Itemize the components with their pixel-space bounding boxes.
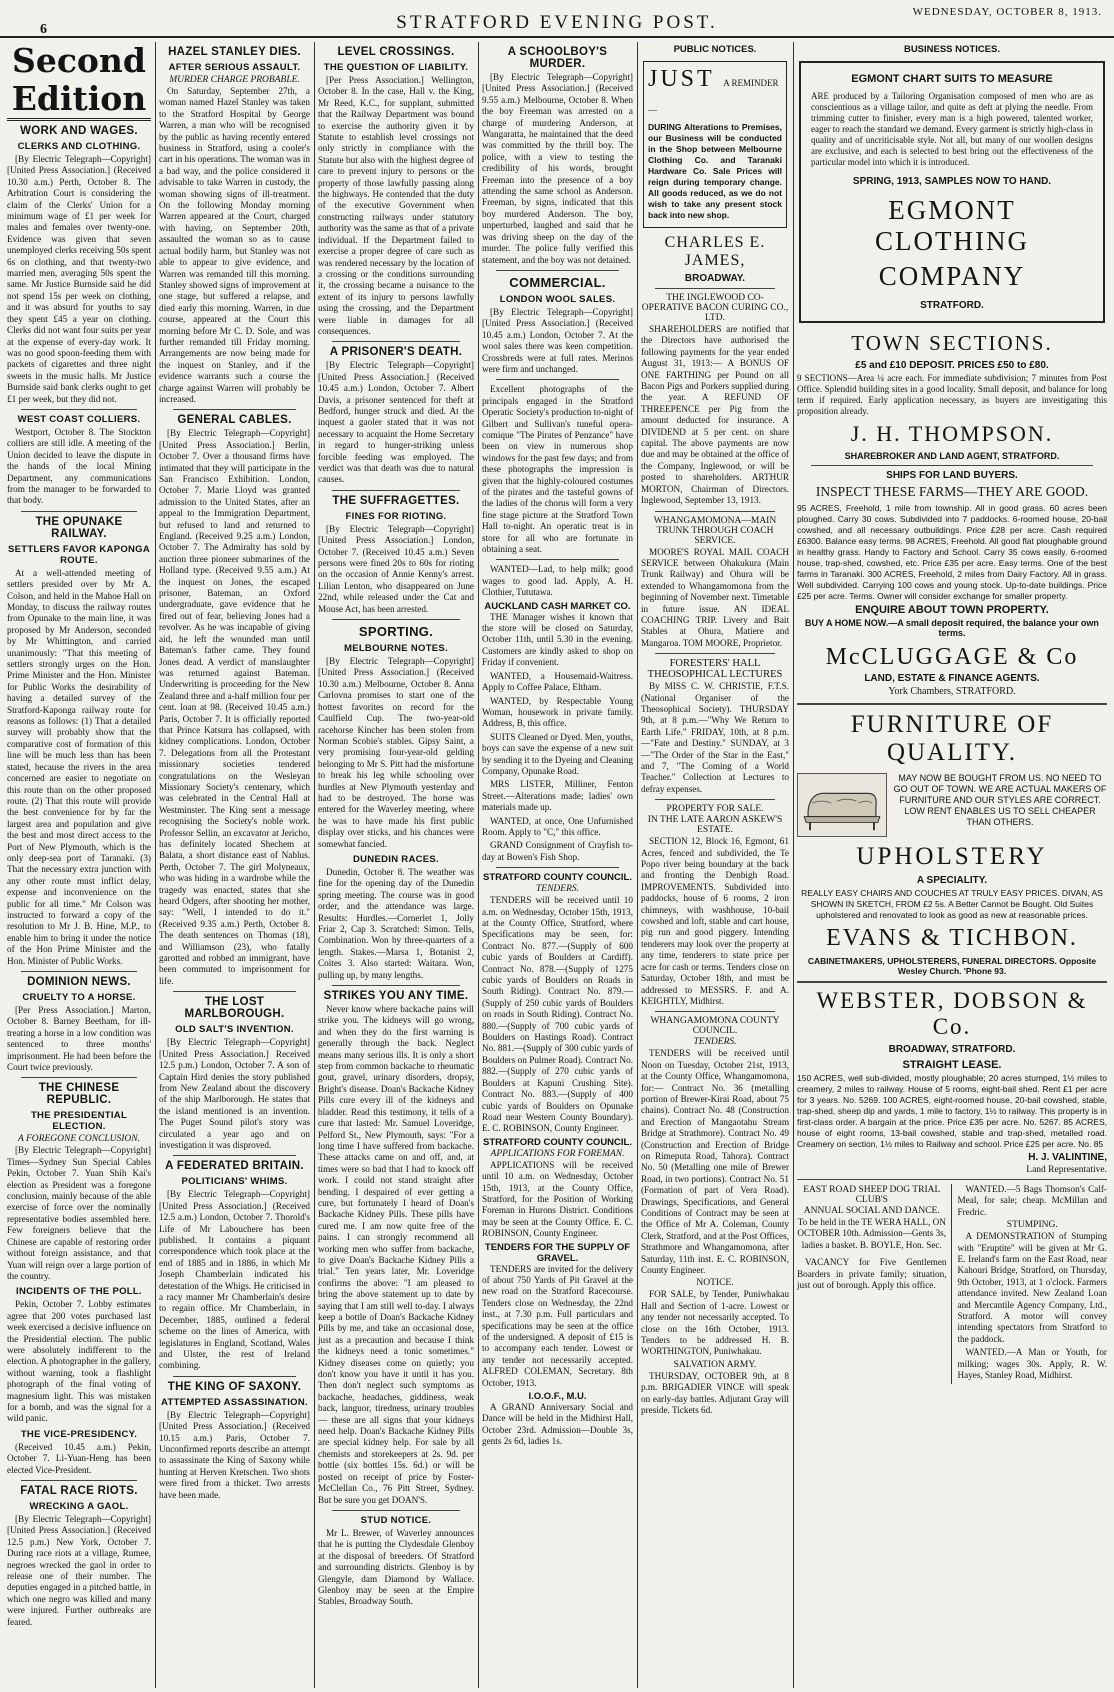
- advertisement-note: SPRING, 1913, SAMPLES NOW TO HAND.: [852, 176, 1052, 187]
- advertisement-headline: FURNITURE OF QUALITY.: [850, 711, 1054, 766]
- article-body: [By Electric Telegraph—Copyright] [United Press Association.] (Received 10.45 a.m.) London, October 7. At the wool sales there was keen competition. Crossbreds were at full rates. Merinos were firm and unchanged.: [482, 306, 633, 374]
- column-3: [315, 42, 477, 1688]
- article-body: [By Electric Telegraph—Copyright] [United Press Association.] (Received 12.5 a.m.) London, October 7. Thorold's Life of Mr Labouchere has been published. It contains a piquant correspondence which took place at the end of 1885 and in 1886, in which Mr Joseph Chamberlain indicated his detestation of the Whigs. He criticised in a racy manner Mr Chamberlain's desire to regain office. Mr Chamberlain, in December, 1885, outlined a federal scheme on the lines of America, with legislatures in England, Scotland, Wales and Ulster, the rest of Ireland combining.: [159, 1189, 310, 1371]
- article-headline: FATAL RACE RIOTS.: [20, 1485, 138, 1497]
- article-headline: A PRISONER'S DEATH.: [329, 346, 463, 359]
- notice-body: By MISS C. W. CHRISTIE, F.T.S. (National Organiser of the Theosophical Society). THURSDAY 9th, at 8 p.m.—"Why We Return to Earth Life." FRIDAY, 10th, at 8 p.m.—"Fate and Destiny." SUNDAY, at 3—"The Order of the Star in the East," and 7, "The Coming of a World Teacher." Collection at Lectures to defray expenses.: [641, 681, 789, 794]
- classified-ad: GRAND Consignment of Crayfish to-day at Bowen's Fish Shop.: [482, 840, 633, 862]
- divider: [655, 1011, 775, 1012]
- advertisement-headline: STRIKES YOU ANY TIME.: [323, 990, 469, 1003]
- column-5: [638, 42, 792, 1688]
- article-body: Dunedin, October 8. The weather was fine for the opening day of the Dunedin spring meeting. The course was in good order, and the attendance was large. Results: Hurdles.—Cornerlet 1, Jolly Friar 2, Cap 3. Scratched: Simon. Tells, Combination. Won by three-quarters of a length. Stakes.—Marsa 1, Botanist 2, Coites 3. Also started: Waitara. Won, pulling up, by many lengths.: [318, 866, 474, 980]
- advertisement-body: REALLY EASY CHAIRS AND COUCHES AT TRULY EASY PRICES. DIVAN, AS SHOWN IN SKETCH, FROM £2 5s. A Better Cannot be Bought. Old Suites upholstered and renovated to look as good as new at reasonable prices.: [801, 888, 1103, 920]
- article-headline: DOMINION NEWS.: [27, 976, 131, 988]
- advertiser-name: EVANS & TICHBON.: [826, 925, 1078, 951]
- masthead: [0, 0, 1114, 38]
- right-classifieds: [958, 1184, 1108, 1384]
- article-subhead: SETTLERS FAVOR KAPONGA ROUTE.: [7, 543, 151, 566]
- article-subhead: ATTEMPTED ASSASSINATION.: [161, 1396, 308, 1408]
- notice-body: Mr L. Brewer, of Waverley announces that he is putting the Clydesdale Glenboy at the disposal of breeders. Of Stratford and surrounding districts. Glenboy is by Glengyle, dam Diamond by Wallace. Glenboy may be seen at the Empire Stables, Broadway South.: [318, 1527, 474, 1607]
- notice-body: To be held in the TE WERA HALL, ON OCTOBER 10th. Admission—Gents 3s, ladies a basket. B. BOYLE, Hon. Sec.: [797, 1217, 947, 1250]
- article-subhead: CRUELTY TO A HORSE.: [22, 992, 136, 1003]
- notice-headline: WHANGAMOMONA—MAIN TRUNK THROUGH COACH SERVICE.: [653, 515, 777, 546]
- divider: [655, 288, 775, 289]
- article-body: [By Electric Telegraph—Copyright] [United Press Association.] Berlin, October 7. Over a thousand firms have intimated that they will participate in the San Francisco Exhibition. London, October 7. Marie Lloyd was granted admission to the United States, after an appeal to the Immigration Department, but refused to land and returned to England. (Received 9.25 a.m.) London, October 7. The Admiralty has sold by auction three pioneer submarines of the Holland type. (Received 9.55 a.m.) At the inquest on Jones, the escaped prisoner, Bateman, an Oxford undergraduate, gave evidence that he fired out of fear, believing Jones had a revolver. As he was incapable of giving aid, he left the wounded man until Bateman's father came. They found Jones dead. A verdict of manslaughter was returned against Bateman. Underwriting is proceeding for the New Zealand three and a-half million four per cent. loan at 98. (Received 10.45 a.m.) Paris, October 7. It is officially reported that Prince Katsura has collapsed, with kidney complications. London, October 7. Delegations from all the Protestant missionary societies tendered congratulations on the Wesleyan Missionary Society's centenary, which was celebrated in the Central Hall at Westminster. The King sent a message recognising the Society's noble work. Professor Sellin, an excavator at Jericho, has definitely located Shechem at Balata, a short distance east of Nablus. Perth, October 7. The girl Molyneaux, who was hiding in a wardrobe while the tragedy was enacted, states that she heard Odgers, after shooting her mother, say: "Well, I intended to do it." (Received 9.35 a.m.) Perth, October 8. The death sentences on Thomas (18), and Williamson (23), who fatally garotted and robbed an immigrant, have been commuted to imprisonment for life.: [159, 428, 310, 986]
- notice-headline: STRATFORD COUNTY COUNCIL.: [482, 1136, 632, 1148]
- advertisement-body: BUY A HOME NOW.—A small deposit required, the balance your own terms.: [805, 618, 1099, 638]
- advertisement-body: 150 ACRES, well sub-divided, mostly ploughable; 20 acres stumped, 1½ miles to creamery, 2 miles to railway. House of 5 rooms, eight-bail shed. Rent £1 per acre for 3 years. No. 5269. 100 ACRES, eight-roomed house, 20-bail cowshed, stable, trap-shed, sheep dip and yards, 1 mile to factory, 1½ to railway. This property is in first-class order. A bargain at the price. Price £35 per acre. No. 5267. 85 ACRES, house of eight rooms, 13-bail cowshed, stable and trap-shed, metalled road. Creamery on section, 1½ miles to Railway and school. Price £25 per acre. No. 85: [797, 1073, 1107, 1149]
- advertisement-headline: UPHOLSTERY: [856, 843, 1048, 870]
- article-body: At a well-attended meeting of settlers presided over by Mr A. Colson, and held in the Mahoe Hall on Monday, to discuss the railway routes from Opunake to the main line, it was proposed by Mr Anderson, seconded by Mr Whittington, and carried unanimously: "That this meeting of settlers strongly urges on the Hon. Prime Minister and the Hon. Minister for Public Works the desirability of having a detailed survey of the Stratford-Kaponga railway route for reasons as follows: (1) That a detailed survey will probably show that the comparative cost of formation of this line will be much less than has been stated, because the rivers in the area concerned are easier to negotiate on this route than on the other proposed route. (2) That this route will provide the best convenience for by far the largest area and population and give the best and most direct access to the Port of New Plymouth, which is the only deep-sea port of Taranaki. (3) That the necessary extra junction with any other route must inflict delay, expense and inconvenience on the public for all time." Mr Colson was instructed to forward a copy of the resolution to Mr J. B. Hine, M.P., to enable him to bring it under the notice of the Hon Prime Minister and the Hon. Minister of Public Works.: [7, 567, 151, 966]
- advertiser-title: LAND, ESTATE & FINANCE AGENTS.: [864, 673, 1040, 684]
- divider: [496, 559, 619, 560]
- article-body: [Per Press Association.] Wellington, October 8. In the case, Hall v. the King, Mr Reed, K.C., for supplant, submitted that the Railway Department was bound to exercise the authority given it by Statute to establish level crossings not only strictly in compliance with the Statute but also with the highest degree of care to prevent injury to persons or the property of those lawfully passing along the highways. He contended that the duty of the executive Government when constructing railways under statutory authority was the same as that of a private individual. If the Department failed to exercise a proper degree of care such as was rendered necessary by the location of a crossing or the conditions surrounding it, the crossing became a nuisance to the extent of its injury to persons lawfully using the crossing, and the Department were liable in damages for all consequences.: [318, 75, 474, 336]
- notice-headline: NOTICE.: [696, 1278, 734, 1289]
- classified-ad: WANTED, a Housemaid-Waitress. Apply to Coffee Palace, Eltham.: [482, 670, 633, 693]
- article-subhead: MURDER CHARGE PROBABLE.: [169, 75, 300, 85]
- divider: [21, 1480, 137, 1481]
- advertisement-body: 95 ACRES, Freehold, 1 mile from township. All in good grass. 60 acres been ploughed. Carry 30 cows. Subdivided into 7 paddocks. 6-roomed house, 20-bail cowshed, and all necessary outbuildings. Price £28 per acre. Cash required £6300. Balance easy terms. 98 ACRES, Freehold. All good flat ploughable ground in healthy grass. Handy to Factory and School. Carry 35 cows easily. 6-roomed house, trap-shed, cowshed, etc. Price £35 per acre. Easy terms. One of the best farms in Taranaki. 300 ACRES, Freehold, 2 miles from Dairy Factory. All in grass. Well subdivided. Carrying 100 cows and young stock. Up-to-date buildings. Price £25 per acre. Terms. Owner will consider exchange for smaller property.: [797, 503, 1107, 601]
- classified-headline: AUCKLAND CASH MARKET CO.: [484, 600, 631, 612]
- article-subhead: OLD SALT'S INVENTION.: [175, 1024, 294, 1036]
- advertiser-title: SHAREBROKER AND LAND AGENT, STRATFORD.: [844, 451, 1060, 461]
- divider: [496, 867, 619, 868]
- divider: [332, 1510, 460, 1511]
- divider: [496, 270, 619, 271]
- article-body: [By Electric Telegraph—Copyright] [United Press Association.] (Received 10.30 a.m.) Perth, October 8. The Arbitration Court is considering the claim of the Clerks' Union for a minimum wage of £1 per week for males and females over twenty-one. Evidence was given that seven unemployed clerks receiving 50s spent 6s on clothing, and that twenty-two married men, averaging 50s spent the same. Mr Justice Burnside said he did not spend 15s per week on clothing, and it was absurd for youths to say they spent £45 a year on clothing. Clerks did not want four suits per year at the expense of every-day work. It was no good spoon-feeding them with packets of cigarettes and three night sweets in the music halls. Mr Justice Burnside said bank clerks ought to get £1 per week, but they did not.: [7, 154, 151, 404]
- article-body: [By Electric Telegraph—Copyright] [United Press Association.] (Received 10.45 a.m.) London, October 7. Albert Davis, a prisoner sentenced for theft at Bedford, hunger struck and died. At the inquest a gaoler stated that it was not necessary to acquaint the Home Secretary in regard to hunger-striking unless forcible feeding was employed. The verdict was that death was due to natural causes.: [318, 360, 474, 485]
- divider: [21, 511, 137, 512]
- article-headline: HAZEL STANLEY DIES.: [168, 46, 301, 58]
- article-body: [By Electric Telegraph—Copyright] [United Press Association.] (Received 9.55 a.m.) Melbourne, October 8. When the boy Freeman was arrested on a charge of murdering Anderson, at Wangaratta, he maintained that the deed was committed by the thrill boy. The police, with a view to testing the credibility of his words, brought Freeman into the presence of a boy attending the same school as Anderson. Freeman, by signs, indicated that this boy murdered Anderson. The boy, unperturbed, laughed and said that he was driving sheep on the day of the murder. The police fully verified this statement, and the boy was not detained.: [482, 72, 633, 265]
- advertiser-name: H. J. VALINTINE,: [1028, 1152, 1107, 1163]
- article-subhead: POLITICIANS' WHIMS.: [181, 1176, 288, 1188]
- divider: [655, 511, 775, 512]
- company-town: STRATFORD.: [920, 300, 984, 311]
- notice-headline: THE INGLEWOOD CO-OPERATIVE BACON CURING CO., LTD.: [641, 293, 789, 323]
- article-subhead: THE QUESTION OF LIABILITY.: [323, 62, 469, 73]
- advertisement-body: MAY NOW BE BOUGHT FROM US. NO NEED TO GO OUT OF TOWN. WE ARE ACTUAL MAKERS OF FURNITURE AND OUR STYLES ARE CORRECT. LOW RENT ENABLES US TO SELL CHEAPER THAN OTHERS.: [893, 773, 1107, 827]
- advertisement-headline: STRAIGHT LEASE.: [902, 1059, 1002, 1071]
- divider: [21, 1077, 137, 1078]
- advertisement-subtitle: A REMINDER—: [648, 78, 779, 115]
- article-subhead: LONDON WOOL SALES.: [499, 293, 616, 305]
- divider: [173, 409, 296, 410]
- notice-body: TENDERS will be received until 10 a.m. on Wednesday, October 15th, 1913, at the County Office, Stratford, where Specifications may be seen, for: Contract No. 877.—(Supply of 600 cubic yards of Boulders at Cardiff). Contract No. 878.—(Supply of 1275 cubic yards of Boulders on Roads in South Riding). Contract No. 879.—(Supply of 250 cubic yards of Boulders on roads in South Riding). Contract No. 880.—(Supply of 700 cubic yards of Boulders on Hastings Road). Contract No. 881.—(Supply of 300 cubic yards of Boulders on Pulmer Road). Contract No. 882.—(Supply of 270 cubic yards of Boulders at Kapuni Crushing Site). Contract No. 883.—(Supply of 400 cubic yards of Boulders on Opunake Road near Western County Boundary). E. C. ROBINSON, County Engineer.: [482, 895, 633, 1134]
- article-body: [By Electric Telegraph—Copyright] [United Press Association.] Received 12.5 p.m.) London, October 7. A son of Captain Hird denies the story published from New Zealand about the discovery of the ship Marlborough. He states that the island mentioned is an invention. The Puget Sound pilot's story was circulated a year ago and on investigation it was disproved.: [159, 1037, 310, 1150]
- notice-headline: FORESTERS' HALL THEOSOPHICAL LECTURES: [647, 658, 783, 681]
- advertisement-box: [643, 61, 787, 228]
- notice-subhead: IN THE LATE AARON ASKEW'S ESTATE.: [647, 815, 783, 836]
- advertisement-headline: TOWN SECTIONS.: [851, 331, 1053, 355]
- advertiser-title: CABINETMAKERS, UPHOLSTERERS, FUNERAL DIRECTORS. Opposite Wesley Church. 'Phone 93.: [807, 956, 1097, 976]
- advertiser-name: McCLUGGAGE & Co: [825, 644, 1079, 670]
- article-headline: THE LOST MARLBOROUGH.: [184, 996, 285, 1021]
- notice-subhead: APPLICATIONS FOR FOREMAN.: [490, 1148, 625, 1159]
- article-headline: LEVEL CROSSINGS.: [337, 46, 455, 58]
- article-headline: DUNEDIN RACES.: [352, 853, 439, 865]
- divider: [797, 1179, 1107, 1180]
- advertisement-body: DURING Alterations to Premises, our Business will be conducted in the Shop between Melbourne Clothing Co. and Taranaki Hardware Co. Sale Prices will reign during temporary change. All goods reduced, as we do not wish to take any present stock back into new shop.: [648, 122, 782, 220]
- divider: [496, 379, 619, 380]
- divider: [797, 703, 1107, 705]
- newspaper-title: STRATFORD EVENING POST.: [396, 12, 718, 33]
- article-subhead: AFTER SERIOUS ASSAULT.: [168, 62, 301, 73]
- company-name: EGMONT CLOTHING: [875, 195, 1029, 256]
- issue-date: WEDNESDAY, OCTOBER 8, 1913.: [912, 6, 1102, 18]
- notice-subhead: TENDERS.: [693, 1037, 737, 1048]
- column-6: [794, 42, 1110, 1688]
- advertisement-body: ARE produced by a Tailoring Organisation composed of men who are as conscientious as a village tailor, and quite as deft at plying the needle. From trimming cutter to finisher, every man is a high powered, talented worker, eager to reach the standard we demand. Every garment is strictly high-class in quality and of uncriticisable style. Not all, but many of our woollen designs are exclusive, and each is selected to best bring out the effectiveness of the particular model into which it is introduced.: [811, 91, 1093, 167]
- notice-body: A GRAND Anniversary Social and Dance will be held in the Midhirst Hall, October 23rd. Admission—Double 3s, gents 2s 6d, ladies 1s.: [482, 1402, 633, 1447]
- advertisement-subhead: £5 and £10 DEPOSIT. PRICES £50 to £80.: [855, 360, 1049, 371]
- divider: [173, 991, 296, 992]
- notice-headline: EAST ROAD SHEEP DOG TRIAL CLUB'S: [803, 1185, 941, 1205]
- notice-body: SECTION 12, Block 16, Egmont, 61 Acres, fenced and subdivided, the Te Popo river being boundary at the back and fronting the Denbigh Road. IMPROVEMENTS. Subdivided into paddocks, house of 6 rooms, 2 iron chimneys, with washhouse, 10-bail cowshed and loft, stable and cart house, pig run and good piggery. Intending tenderers may look over the property at any time, tenderers to state price per acre for cash or terms. Tenders close on Saturday, October 18th, and must be addressed to MESSRS. F. and A. KEIGHTLY, Midhirst.: [641, 836, 789, 1006]
- company-name: COMPANY: [878, 261, 1026, 291]
- article-headline: GENERAL CABLES.: [177, 414, 292, 427]
- article-body: [By Electric Telegraph—Copyright] [United Press Association.] London, October 7. (Received 10.45 a.m.) Seven persons were fined 20s to 60s for rioting on the occasion of Annie Kenny's arrest. Lilian Lenton, who disappeared on June 22nd, while released under the Cat and Mouse Act, has been arrested.: [318, 523, 474, 614]
- article-headline: THE OPUNAKE RAILWAY.: [35, 515, 123, 540]
- advertiser-address: York Chambers, STRATFORD.: [888, 686, 1016, 697]
- advertisement-headline: EGMONT CHART SUITS TO MEASURE: [851, 73, 1053, 85]
- classified-ad: VACANCY for Five Gentlemen Boarders in private family; situation, just out of borough. Apply this office.: [797, 1257, 947, 1291]
- article-subhead: WRECKING A GAOL.: [29, 1501, 129, 1512]
- divider: [173, 1376, 296, 1377]
- article-headline: A FEDERATED BRITAIN.: [165, 1160, 304, 1173]
- column-1: [4, 42, 154, 1688]
- notice-body: A DEMONSTRATION of Stumping with "Eruptite" will be given at Mr G. E. Ireland's farm on the East Road, near Kahouri Bridge, Stratford, on Thursday, 9th October, 1913, at 1 o'clock. Farmers attendance invited. New Zealand Loan and Mercantile Agency Company, Ltd., Stratford. A motor will convey intending spectators from Stratford to the paddock.: [957, 1231, 1107, 1344]
- advertisement-headline: ENQUIRE ABOUT TOWN PROPERTY.: [855, 604, 1049, 616]
- divider: [332, 619, 460, 620]
- divider: [332, 490, 460, 491]
- article-subhead: CLERKS AND CLOTHING.: [17, 141, 141, 152]
- notice-headline: STUMPING.: [1006, 1220, 1058, 1231]
- article-body: [Per Press Association.] Marton, October 8. Barney Beetham, for ill-treating a horse in a low condition was sentenced to three months' imprisonment. He had been before the Court twice previously.: [7, 1005, 151, 1073]
- column-2: [156, 42, 313, 1688]
- notice-body: FOR SALE, by Tender, Puniwhakau Hall and Section of 1-acre. Lowest or any tender not necessarily accepted. To close on the 16th October, 1913. Tenders to be addressed H. B. WORTHINGTON, Puniwhakau.: [641, 1289, 789, 1357]
- article-body: (Received 10.45 a.m.) Pekin, October 7. Li-Yuan-Heng has been elected Vice-President.: [7, 1441, 151, 1475]
- notice-subhead: ANNUAL SOCIAL AND DANCE.: [803, 1206, 940, 1216]
- advertiser-name: WEBSTER, DOBSON & Co.: [816, 988, 1088, 1039]
- article-headline: WEST COAST COLLIERS.: [17, 413, 141, 425]
- article-headline: WORK AND WAGES.: [20, 125, 138, 137]
- section-headline: SPORTING.: [358, 624, 434, 640]
- notice-headline: STUD NOTICE.: [360, 1514, 432, 1526]
- article-headline: THE VICE-PRESIDENCY.: [20, 1428, 138, 1440]
- notice-headline: TENDERS FOR THE SUPPLY OF GRAVEL.: [484, 1241, 631, 1264]
- divider: [173, 1155, 296, 1156]
- classified-ad: WANTED—Lad, to help milk; good wages to good lad. Apply, A. H. Clothier, Tututawa.: [482, 564, 633, 598]
- article-headline: THE CHINESE REPUBLIC.: [38, 1082, 120, 1107]
- classified-ad: WANTED.—A Man or Youth, for milking; wages 30s. Apply, R. W. Hayes, Stanley Road, Midhirst.: [957, 1347, 1107, 1381]
- section-headline: COMMERCIAL.: [509, 274, 606, 290]
- notice-body: APPLICATIONS will be received until 10 a.m. on Wednesday, October 15th, 1913, at the County Office, Stratford, for the Position of Working Foreman in Hurons District. Conditions may be seen at the County Office. E. C. ROBINSON, County Engineer.: [482, 1159, 633, 1239]
- notice-body: MOORE'S ROYAL MAIL COACH SERVICE between Ohakukura (Main Trunk Railway) and Ohura will be extended to Whangamomona from the beginning of November next. Timetable in future issue. AN IDEAL COACHING TRIP. Livery and Bait Stables at Ohura, Matiere and Mangaroa. TOM MOORE, Proprietor.: [641, 546, 789, 648]
- divan-sketch-illustration: [797, 773, 887, 837]
- advertiser-address: BROADWAY.: [684, 273, 746, 284]
- advertiser-address: BROADWAY, STRATFORD.: [888, 1044, 1016, 1055]
- notice-headline: PROPERTY FOR SALE.: [666, 804, 764, 815]
- notice-subhead: TENDERS.: [535, 884, 579, 895]
- article-body: On Saturday, September 27th, a woman named Hazel Stanley was taken to the Stratford Hospital by George Warren, a man who will be recognised by the public as having recently entered business in Stratford, using a cooler's cart in his operations. The woman was in a bad way, and the police considered it advisable to take Warren in custody, the woman showing signs of ill-treatment. On the following Monday morning Warren appeared at the Court, charged with having, on September 20th, assaulted the woman so as to cause actual bodily harm, but Stanley was not able to appear to give evidence, and Warren was remanded till this morning. Stanley showed signs of improvement at one stage, but suffered a relapse, and died early this morning. Warren, in due course, appeared at the Court this morning before Mr C. D. Sole, and was further remanded till Friday morning. Arrangements are now being made for the inquest on Stanley, and if the evidence warrants such a course the charge against Warren will probably be increased.: [159, 86, 310, 404]
- notice-body: TENDERS will be received until Noon on Tuesday, October 21st, 1913, at the County Office, Whangamomona, for:— Contract No. 36 (metalling portion of Brewer-Kirai Road, about 75 chains). Contract No. 48 (Construction and Erection of Mangaotahu Stream Bridge at Strathmore). Contract No. 49 (Construction and Erection of Bridge on Rimeputa Road, Tahora). Contract No. 50 (Metalling one mile of Brewer Road, in two portions). Contract No. 51 (Formation of part of Vera Road). Drawings, Specifications, and General Conditions of Contract may be seen at the Office of Mr A. Coleman, County Clerk, Stratford, and at the Post Offices, Strathmore and Whangamomona, after Saturday, 11th inst. E. C. ROBINSON, County Engineer.: [641, 1048, 789, 1276]
- notice-headline: WHANGAMOMONA COUNTY COUNCIL.: [650, 1016, 780, 1037]
- notice-body: SHAREHOLDERS are notified that the Directors have authorised the following payments for the year ended August 31, 1913:— A BONUS OF ONE FARTHING per Pound on all Bacon Pigs and Porkers supplied during the year. A REFUND OF THREEPENCE per Pig from the amount deducted for insurance. A DIVIDEND at 5 per cent. on share capital. The above payments are now due and may be obtained at the office of the Company, Inglewood, or will be posted to shareholders. ARTHUR MORTON, Chairman of Directors. Inglewood, September 13, 1913.: [641, 324, 789, 506]
- section-label: BUSINESS NOTICES.: [903, 44, 1001, 55]
- notice-body: THURSDAY, OCTOBER 9th, at 8 p.m. BRIGADIER VINCE will speak on early-day battles. Adjutant Gray will preside. Tickets 6d.: [641, 1370, 789, 1416]
- notice-headline: STRATFORD COUNTY COUNCIL.: [482, 872, 632, 884]
- advertisement-subhead: A SPECIALITY.: [916, 875, 988, 886]
- classified-ad: WANTED.—5 Bags Thomson's Calf-Meal, for sale; cheap. McMillan and Fredric.: [957, 1184, 1107, 1217]
- divider: [332, 341, 460, 342]
- notice-headline: SALVATION ARMY.: [673, 1359, 757, 1370]
- article-subhead: FINES FOR RIOTING.: [345, 510, 447, 522]
- article-body: Excellent photographs of the principals engaged in the Stratford Operatic Society's production to-night of Gilbert and Sullivan's tuneful opera-comique "The Pirates of Penzance" have been on view in numerous shop windows for the past few days; and from these photographs the impression is given that the highly-coloured costumes of the pirates and the tasteful gowns of the ladies of the chorus will form a very fine stage picture at the Stratford Town Hall to-night. An operatic treat is in store for all who are fortunate in obtaining a seat.: [482, 384, 633, 555]
- advertisement-title: JUST: [648, 66, 715, 92]
- divider: [21, 971, 137, 972]
- divider: [655, 799, 775, 800]
- article-body: [By Electric Telegraph—Copyright] Times—Sydney Sun Special Cables Pekin, October 7. Yuan Shih Kai's election as President was a foregone conclusion, mainly because of the able exercise of force over the nominally representative bodies assembled here. Few foreigners believe that the Chinese are capable of restoring order without foreign assistance, and that Yuan will reign over a large portion of the country.: [7, 1145, 151, 1281]
- article-subhead: THE PRESIDENTIAL ELECTION.: [30, 1110, 128, 1133]
- advertisement-body: Never know where backache pains will strike you. The kidneys will go wrong, and when they do the first warning is generally through the back. Neglect means many serious ills. It is only a short step from common backache to rheumatic gout, gravel, urinary disorders, dropsy, Bright's disease. Doan's Backache Kidney Pills cure every ill of the kidneys and bladder. Read this testimony, it tells of a cure that lasted: Mr. Samuel Loveridge, Pelford St., New Plymouth, says: "For a long time I have suffered from backache. These attacks came on and off, and, at times were so bad that I had to knock off work. I could not stand straight after bending. I despaired of ever getting a cure, but fortunately I heard of Doan's Backache Kidney Pills. These pills have cured me. I am now quite free of the pains. I can strongly recommend all working men who suffer from backache, to give Doan's Backache Kidney Pills a trial." Ten years later, Mr. Loveridge confirms the above: "I am pleased to bring the above statement up to date by saying that I am still well to-day. I always keep a bottle of Doan's Backache Kidney Pills by me, and take an occasional dose, just as a precaution and because I think the kidneys need a tonic sometimes." Kidney diseases come on quietly; you don't know you have it until it has you. Then don't neglect such symptoms as backache, headaches, giddiness, weak back, languor, tiredness, urinary troubles — these are all signs that your kidneys need help. Doan's Backache Kidney Pills are special kidney help. For sale by all chemists and storekeepers at 2s. 9d. per bottle (six bottles 15s. 6d.) or will be posted on receipt of price by Foster-McClellan Co., 76 Pitt Street, Sydney. But be sure you get DOAN'S.: [318, 1004, 474, 1505]
- notice-headline: I.O.O.F., M.U.: [528, 1391, 587, 1403]
- dance-notice: [797, 1184, 952, 1384]
- advertisement-headline: SHIPS FOR LAND BUYERS.: [886, 470, 1018, 481]
- article-body: [By Electric Telegraph—Copyright] [United Press Association.] (Received 10.15 a.m.) Paris, October 7. Unconfirmed reports describe an attempt to assassinate the King of Saxony while hunting at Herven Kretschen. Two shots were fired from a thicket. Two arrests have been made.: [159, 1409, 310, 1500]
- page-number: 6: [40, 22, 47, 37]
- article-body: Westport, October 8. The Stockton colliers are still idle. A meeting of the Union decided to leave the dispute in the hands of the local Mining Department, any communications from the manager to be forwarded to that body.: [7, 426, 151, 506]
- article-headline: THE KING OF SAXONY.: [167, 1380, 302, 1393]
- section-label: PUBLIC NOTICES.: [673, 44, 757, 55]
- classified-ad: MRS LISTER, Milliner, Fenton Street.—Alterations made; ladies' own materials made up.: [482, 779, 633, 813]
- article-headline: THE SUFFRAGETTES.: [332, 494, 460, 507]
- divider: [332, 985, 460, 986]
- article-subhead: MELBOURNE NOTES.: [343, 643, 449, 655]
- classified-ad: SUITS Cleaned or Dyed. Men, youths, boys can save the expense of a new suit by sending it to the Dyeing and Cleaning Company, Opunake Road.: [482, 731, 633, 776]
- article-body: Pekin, October 7. Lobby estimates agree that 200 votes purchased last week exercised a decisive influence on the Presidential election. The public were absolutely indifferent to the election. A photographer in the gallery, without warning, took a flashlight photograph of the final voting of magnesium light. This was mistaken for a bomb, and was the signal for a wild panic.: [7, 1299, 151, 1424]
- notice-body: TENDERS are invited for the delivery of about 750 Yards of Pit Gravel at the new road on the Stratford Racecourse. Tenders close on Wednesday, the 22nd inst., at 7.30 p.m. Full particulars and specifications may be seen at the office of the undersigned. A deposit of £15 is to accompany each tender. Lowest or any tender not necessarily accepted. ALFRED COLEMAN, Secretary. 8th October, 1913.: [482, 1263, 633, 1388]
- advertisement-body: 9 SECTIONS—Area ¼ acre each. For immediate subdivision; 7 minutes from Post Office. Splendid building sites in a good locality. Small deposit, and balance for long term if required. Early application necessary, as buyers are investigating this proposition already.: [797, 373, 1107, 416]
- advertiser-name: J. H. THOMPSON.: [850, 421, 1054, 446]
- column-4: [479, 42, 636, 1688]
- egmont-clothing-ad: [799, 61, 1105, 323]
- article-body: [By Electric Telegraph—Copyright] [United Press Association.] (Received 12.5 p.m.) New York, October 7. During race riots at a village, Rumee, negroes wrecked the gaol in order to release one of their number. The deputies engaged in a pitched battle, in which one negro was killed and many were injured. Further outbreaks are feared.: [7, 1514, 151, 1627]
- article-body: [By Electric Telegraph—Copyright] [United Press Association.] (Received 10.30 a.m.) Melbourne, October 8. Anna Carlovna promises to start one of the hottest favorites on record for the Caulfield Cup. The two-year-old racehorse Kincher has been stolen from Norman Scobie's stables. Gipsy Saint, a very promising four-year-old gelding belonging to Mr S. Pitt had the misfortune to break his leg while schooling over hurdles at New Plymouth yesterday and had to be destroyed. The horse was entered for the Waverley meeting, where he was to have made his first public display over sticks, and his chances were somewhat fancied.: [318, 656, 474, 849]
- advertisement-subhead: INSPECT THESE FARMS—THEY ARE GOOD.: [815, 484, 1089, 499]
- divider: [655, 653, 775, 654]
- article-headline: INCIDENTS OF THE POLL.: [16, 1286, 142, 1298]
- classified-ad: WANTED, by Respectable Young Woman, housework in private family. Address, B, this office.: [482, 695, 633, 729]
- classified-ad: WANTED, at once, One Unfurnished Room. Apply to "C," this office.: [482, 815, 633, 837]
- divider: [21, 409, 137, 410]
- second-edition-banner: Second Edition: [7, 42, 151, 121]
- article-subhead: A FOREGONE CONCLUSION.: [17, 1134, 140, 1145]
- classified-ad: THE Manager wishes it known that the store will be closed on Saturday, October 11th, until 5.30 in the evening. Customers are kindly asked to shop on Friday if convenient.: [482, 611, 633, 668]
- divider: [811, 465, 1093, 466]
- advertiser-name: CHARLES E. JAMES,: [664, 234, 766, 269]
- divider: [797, 981, 1107, 983]
- article-headline: A SCHOOLBOY'S MURDER.: [507, 46, 608, 70]
- advertiser-title: Land Representative.: [1026, 1165, 1107, 1175]
